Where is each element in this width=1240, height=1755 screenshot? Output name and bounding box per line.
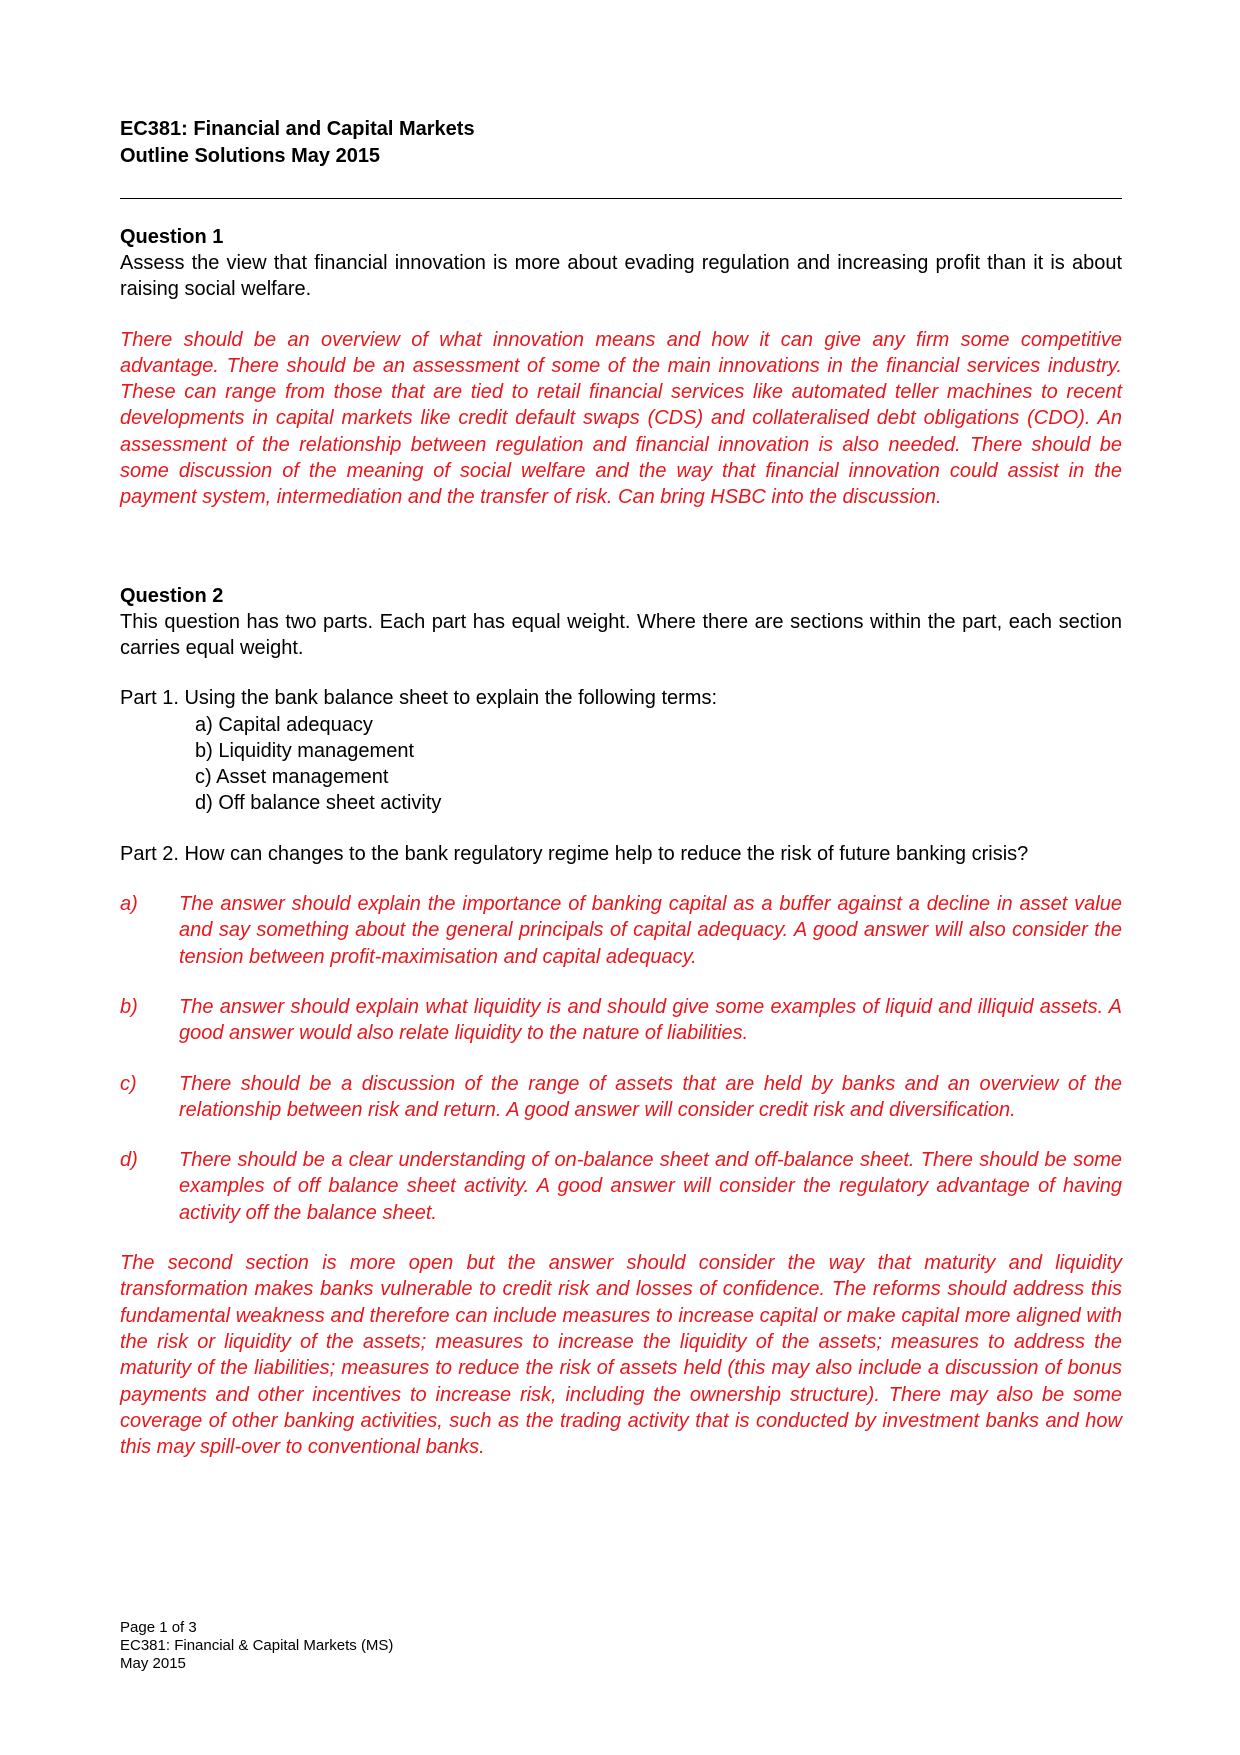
answer-item-a bbox=[120, 891, 1122, 970]
header-divider bbox=[120, 198, 1122, 199]
question-1-prompt: Assess the view that financial innovation is more about evading regulation and increasing profit than it is about raising social welfare. bbox=[120, 252, 1122, 301]
part-1-terms-list bbox=[120, 712, 1122, 817]
answer-label: a) bbox=[120, 893, 138, 916]
list-item: b) Liquidity management bbox=[195, 739, 415, 762]
document-page bbox=[120, 0, 1122, 1755]
question-1 bbox=[120, 224, 1122, 511]
question-1-answer: There should be an overview of what innovation means and how it can give any firm some competitive advantage. There should be an assessment of some of the main innovations in the financial services industry. These can range from those that are tied to retail financial services like automated teller machines to recent developments in capital markets like credit default swaps (CDS) and collateralised debt obligations (CDO). An assessment of the relationship between regulation and financial innovation is also needed. There should be some discussion of the meaning of social welfare and the way that financial innovation could assist in the payment system, intermediation and the transfer of risk. Can bring HSBC into the discussion. bbox=[120, 328, 1122, 509]
answer-item-b bbox=[120, 994, 1122, 1047]
footer-course: EC381: Financial & Capital Markets (MS) bbox=[120, 1637, 394, 1654]
answer-text: There should be a clear understanding of on-balance sheet and off-balance sheet. There should be some examples of off balance sheet activity. A good answer will consider the regulatory advantage of having activity off the balance sheet. bbox=[179, 1149, 1122, 1224]
answer-item-d bbox=[120, 1147, 1122, 1226]
answer-text: The answer should explain what liquidity is and should give some examples of liquid and illiquid assets. A good answer would also relate liquidity to the nature of liabilities. bbox=[179, 995, 1122, 1045]
part-1-text: Part 1. Using the bank balance sheet to explain the following terms: bbox=[120, 687, 718, 710]
document-subtitle: Outline Solutions May 2015 bbox=[120, 145, 381, 167]
answer-item-c bbox=[120, 1071, 1122, 1124]
question-2-intro: This question has two parts. Each part has equal weight. Where there are sections within the part, each section carries equal weight. bbox=[120, 610, 1122, 659]
document-header bbox=[120, 116, 1122, 170]
answer-label: c) bbox=[120, 1072, 137, 1095]
page-footer bbox=[120, 1619, 393, 1673]
answer-text: There should be a discussion of the range of assets that are held by banks and an overview of the relationship between risk and return. A good answer will consider credit risk and diversification. bbox=[179, 1072, 1122, 1121]
answer-text: The answer should explain the importance of banking capital as a buffer against a decline in asset value and say something about the general principals of capital adequacy. A good answer will also consider the tension between profit-maximisation and capital adequacy. bbox=[179, 893, 1122, 968]
question-1-heading: Question 1 bbox=[120, 226, 224, 248]
part-2-text: Part 2. How can changes to the bank regulatory regime help to reduce the risk of future banking crisis? bbox=[120, 842, 1029, 865]
question-2-heading: Question 2 bbox=[120, 584, 224, 607]
document-body bbox=[120, 224, 1122, 1460]
list-item: a) Capital adequacy bbox=[195, 713, 373, 736]
question-2 bbox=[120, 583, 1122, 1461]
answer-label: d) bbox=[120, 1149, 138, 1172]
footer-date: May 2015 bbox=[120, 1655, 186, 1672]
answer-label: b) bbox=[120, 995, 138, 1018]
course-title: EC381: Financial and Capital Markets bbox=[120, 118, 475, 140]
page-number: Page 1 of 3 bbox=[120, 1619, 197, 1636]
list-item: c) Asset management bbox=[195, 766, 389, 789]
list-item: d) Off balance sheet activity bbox=[195, 792, 442, 815]
second-section-answer: The second section is more open but the answer should consider the way that maturity and liquidity transformation makes banks vulnerable to credit risk and losses of confidence. The reforms should address this fundamental weakness and therefore can include measures to increase capital or make capital more aligned with the risk or liquidity of the assets; measures to increase the liquidity of the assets; measures to address the maturity of the liabilities; measures to reduce the risk of assets held (this may also include a discussion of bonus payments and other incentives to increase risk, including the ownership structure). There may also be some coverage of other banking activities, such as the trading activity that is conducted by investment banks and how this may spill-over to conventional banks. bbox=[120, 1252, 1122, 1459]
